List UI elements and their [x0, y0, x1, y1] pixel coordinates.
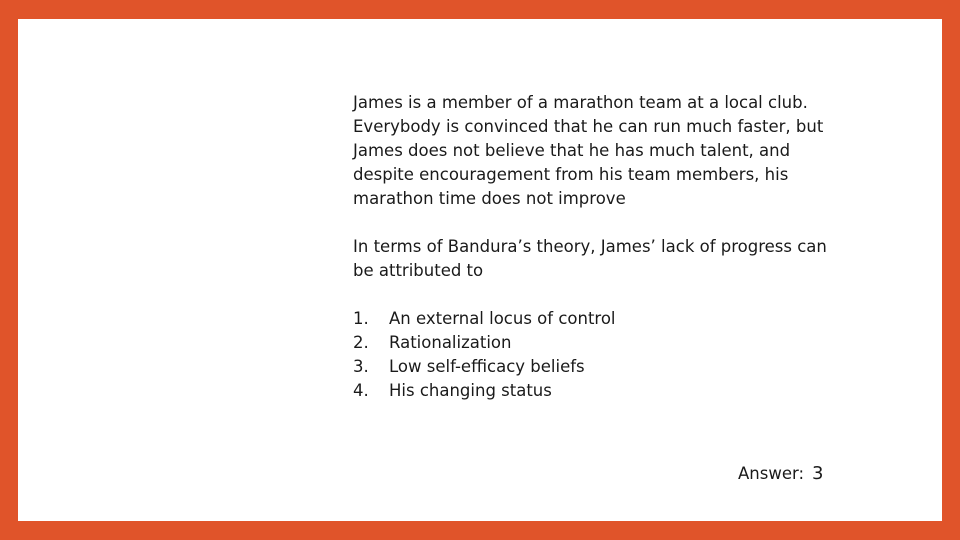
- answer-options-list: [353, 307, 833, 403]
- answer-label: Answer:: [738, 464, 805, 483]
- answer-option-1: [353, 307, 833, 331]
- option-text: His changing status: [389, 381, 552, 400]
- option-number: 4.: [353, 381, 369, 400]
- option-text: An external locus of control: [389, 309, 616, 328]
- question-scenario: James is a member of a marathon team at a local club. Everybody is convinced that he can run much faster, but James does not believe that he has much talent, and despite encouragement from his team members, his marathon time does not improve: [353, 93, 824, 208]
- option-text: Rationalization: [389, 333, 512, 352]
- answer-option-4: [353, 379, 833, 403]
- option-number: 2.: [353, 333, 369, 352]
- answer-value: 3: [812, 463, 824, 484]
- option-text: Low self-efficacy beliefs: [389, 357, 585, 376]
- answer-option-3: [353, 355, 833, 379]
- question-block: [353, 91, 833, 403]
- answer-line: [738, 462, 824, 486]
- question-prompt: In terms of Bandura’s theory, James’ lack of progress can be attributed to: [353, 237, 827, 280]
- option-number: 3.: [353, 357, 369, 376]
- answer-option-2: [353, 331, 833, 355]
- option-number: 1.: [353, 309, 369, 328]
